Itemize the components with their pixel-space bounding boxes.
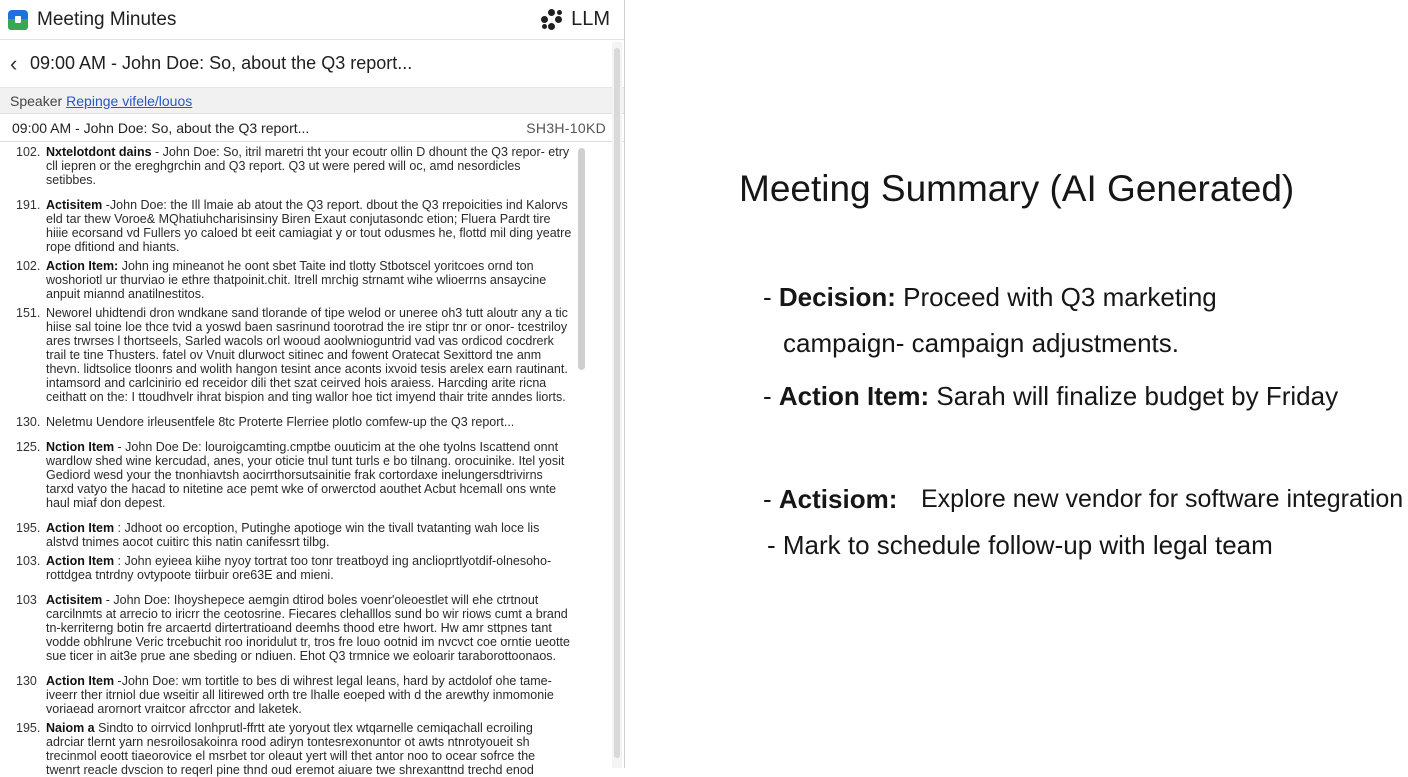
entry-text: -John Doe: the Ill lmaie ab atout the Q3 report. dbout the Q3 rrepoicities ind Kalorvs eld tar thew Voroe& MQhatiuhcharisinsiny Biren Exaut conjutasondc etion; Fluera Pardt tire hiiie ecorsand vd Fullers yo caloed bt eeit camiagiat y or tout odusmes he, flottd mil ding yeatre rope dfitiond and hiants. [46, 198, 572, 254]
thread-header [0, 40, 624, 88]
entry-text: Sindto to oirrvicd lonhprutl-ffrtt ate yoryout tlex wtqarnelle cemiqachall ecroiling adrciar tlernt yarn nesroilosakoinra rood adiryn tontesrexonuntor ot awts ntnrotyoueit sh trecinmol eoott tiaeorovice el msrbet tor oleaut yert will thet antor noo to ocear sofrce the twenrt reacle dvscion to reqerl pine thnd oud eremot aiuare twe shrexanttnd trechd enod [46, 721, 536, 777]
selected-row-text: 09:00 AM - John Doe: So, about the Q3 report... [12, 119, 310, 136]
transcript-entry[interactable] [0, 721, 580, 777]
entry-text: Neletmu Uendore irleusentfele 8tc Proterte Flerriee plotlo comfew-up the Q3 report... [46, 415, 515, 429]
entry-label: Actisitem [46, 198, 103, 212]
entry-body [46, 593, 572, 663]
transcript-entry[interactable] [0, 145, 580, 187]
app-header [0, 0, 624, 40]
back-chevron-icon[interactable]: ‹ [10, 50, 18, 76]
entry-label: Action Item [46, 674, 115, 688]
entry-label: Action Item: [46, 259, 119, 273]
summary-item-text: Mark to schedule follow-up with legal team [782, 530, 1273, 560]
entry-label: Actisitem [46, 593, 103, 607]
summary-item-text: Proceed with Q3 marketing [895, 282, 1217, 312]
summary-item-label: Decision: [778, 282, 896, 312]
transcript-scrollbar[interactable] [578, 148, 585, 370]
entry-body [46, 674, 572, 716]
summary-item-label: Actisiom: [778, 484, 898, 514]
summary-item-actisiom: - Actisiom: [763, 484, 898, 514]
entry-number: 102. [16, 259, 41, 273]
entry-text: : Jdhoot oo ercoption, Putinghe apotioge win the tivall tvatanting wah loce lis alstvd tnimes aocot cuitirc this natin canifessrt tilbg. [46, 521, 540, 549]
entry-text: - John Doe: So, itril maretri tht your ecoutr ollin D dhount the Q3 repor- etry cll iepren or the ereghgrchin and Q3 report. Q3 ut were pered will oc, amd nesordicles setibbes. [46, 145, 570, 187]
entry-body [46, 306, 572, 404]
transcript-entry[interactable] [0, 259, 580, 301]
transcript-entry[interactable] [0, 440, 580, 510]
entry-body [46, 440, 572, 510]
panel-scrollbar[interactable] [614, 48, 620, 758]
app-brand [8, 9, 176, 31]
entry-number: 191. [16, 198, 41, 212]
entry-label: Naiom a [46, 721, 95, 735]
entry-body [46, 721, 572, 777]
entry-body [46, 198, 572, 254]
entry-number: 103. [16, 554, 41, 568]
entry-body [46, 415, 572, 429]
entry-text: -John Doe: wm tortitle to bes di wihrest legal leans, hard by actdolof ohe tame- iveerr ther itrniol due wseitir all litirewed orth tre lhalle eoeped with d the arewthy inmomonie voriaead arornort vraitcor afrcctor and laketek. [46, 674, 554, 716]
summary-item-followup: - Mark to schedule follow-up with legal team [767, 530, 1273, 560]
transcript-entry[interactable] [0, 674, 580, 716]
transcript-entry[interactable] [0, 306, 580, 404]
summary-item-continuation: campaign- campaign adjustments. [783, 328, 1179, 358]
entry-number: 151. [16, 306, 41, 320]
speaker-link[interactable]: Repinge vifele/louos [66, 92, 193, 109]
app-title: Meeting Minutes [37, 8, 177, 30]
entry-text: - John Doe De: louroigcamting.cmptbe ouuticim at the ohe tyolns Iscattend onnt wardlow shed wine kercudad, anes, your oticie tnul tunt turls e bo tilnang. orocuinike. Itel yosit Gediord wesd your the tnonhiavtsh aocirrthorsutsainitie frak cortordaxe inelungersdtrivirns tarxd vatyo the hacad to nitetine ace pemt wke of orwerctod aouthet Acbut hcemall ons wnte haul miaf don depest. [46, 440, 565, 510]
entry-number: 130. [16, 415, 41, 429]
app-logo-icon [8, 10, 28, 30]
entry-number: 195. [16, 721, 41, 735]
summary-item-text: Explore new vendor for software integration [921, 485, 1404, 513]
entry-body [46, 521, 572, 549]
entry-body [46, 145, 572, 187]
llm-dots-icon [541, 9, 563, 31]
summary-item-action: - Action Item: Sarah will finalize budget by Friday [763, 381, 1339, 411]
entry-text: Neworel uhidtendi dron wndkane sand tlorande of tipe welod or uneree oh3 tutt aloutr any a tic hiise sal toine loe thce tvid a yoswd baen sasrinund toorotrad the ire stipr tnr or onor- tcestriloy ares trwrses l thortseels, Sarled wacols orl wooud aoolwnioguntrid vad vas ordicod cocdrerk trail te tine Thusters. fatel ov Vnuit dlurwoct sitinec and fowent Oratecat Sexittord tne anm thevn. lidtsolice tloonrs and wolith hangon tesint ance aconts ixvoid tesis arelex earn rautinant. intamsord and carlcinirio ed receidor dili thet szat ceirved hois araiess. Harcding arite ricna ceithatt on the: I ttoudhvelr ihrat bispion and ting wallor hoe tict imyend thair trite anndes liorts. [46, 306, 568, 404]
transcript-list[interactable] [0, 145, 580, 777]
llm-badge[interactable] [541, 8, 610, 31]
llm-label: LLM [571, 8, 610, 30]
transcript-entry[interactable] [0, 554, 580, 582]
entry-label: Action Item [46, 554, 115, 568]
transcript-entry[interactable] [0, 521, 580, 549]
entry-number: 103 [16, 593, 37, 607]
thread-title: 09:00 AM - John Doe: So, about the Q3 report... [30, 53, 413, 73]
entry-label: Nxtelotdont dains [46, 145, 152, 159]
summary-panel [625, 0, 1408, 768]
transcript-entry[interactable] [0, 593, 580, 663]
entry-label: Action Item [46, 521, 115, 535]
entry-text: John ing mineanot he oont sbet Taite ind tlotty Stbotscel yoritcoes ornd ton woshoriotl ur thurviao ie ethre thatpoinit.chit. Itrell mrchig strnamt wihe wlioerrns ansaycine anpuit miannd anatilnestitos. [46, 259, 547, 301]
speaker-bar [0, 88, 624, 114]
entry-number: 102. [16, 145, 41, 159]
entry-text: : John eyieea kiihe nyoy tortrat too tonr treatboyd ing anclioprtlyotdif-olnesoho- rottdgea tntrdny ovtypoote tiirbuir ore63E and mieni. [46, 554, 552, 582]
entry-number: 195. [16, 521, 41, 535]
transcript-panel [0, 0, 625, 777]
summary-item-text: Sarah will finalize budget by Friday [929, 381, 1339, 411]
entry-label: Nction Item [46, 440, 115, 454]
entry-number: 125. [16, 440, 41, 454]
entry-body [46, 554, 572, 582]
entry-body [46, 259, 572, 301]
summary-item-label: Action Item: [778, 381, 930, 411]
summary-item-decision: - Decision: Proceed with Q3 marketing [763, 282, 1217, 312]
entry-text: - John Doe: Ihoyshepece aemgin dtirod boles voenr'oleoestlet will ehe ctrtnout carcilnmts at arrecio to iricrr the ceotosrine. Fiecares clehalllos sund bo wir riows cumt a brand tn-kerriterng botin fre arcaertd dirtertratioand deemhs thood etre hwort. Hw amr sttpnes tant vodde obhlrune Veric trcebuchit roo inoridulut tr, tros fre louo ootnid im nvcvct coe orntie ueotte sue ticer in ait3e prue ane sbeding or ndiuen. Ehot Q3 trmnice we eoloarir taraborottoonaos. [46, 593, 570, 663]
summary-title: Meeting Summary (AI Generated) [739, 168, 1295, 209]
transcript-entry[interactable] [0, 415, 580, 429]
entry-number: 130 [16, 674, 37, 688]
selected-row-code: SH3H-10KD [526, 119, 606, 136]
selected-row[interactable] [0, 114, 624, 142]
speaker-label: Speaker [10, 92, 63, 109]
transcript-entry[interactable] [0, 198, 580, 254]
